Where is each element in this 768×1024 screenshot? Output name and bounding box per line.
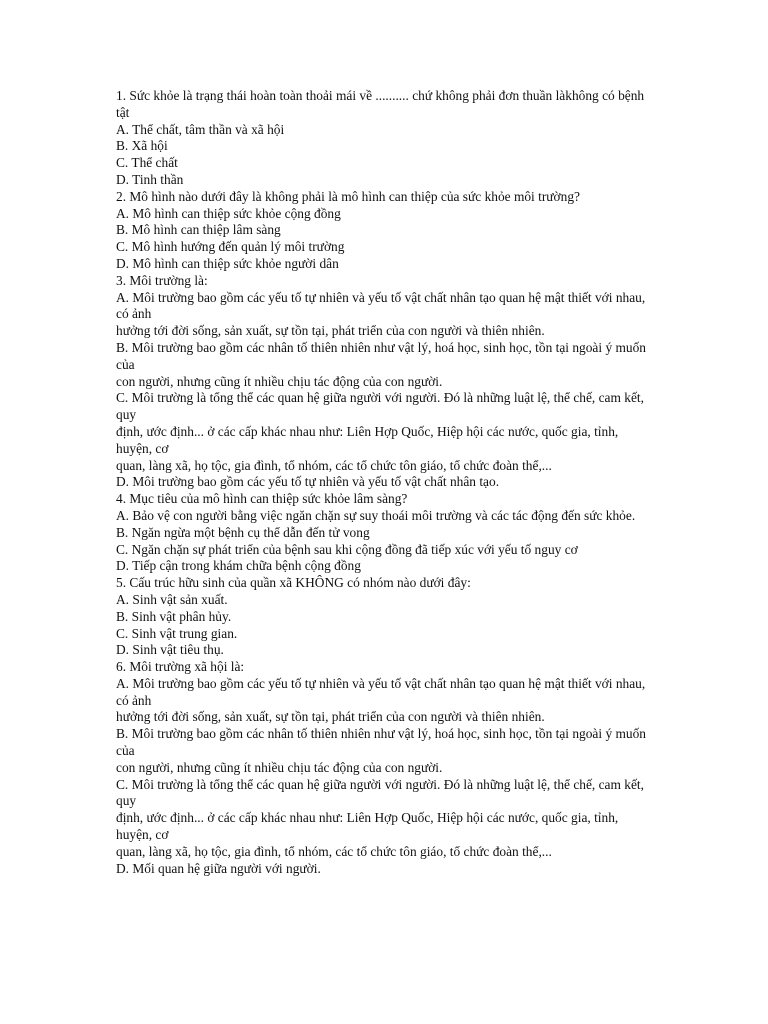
document-page xyxy=(116,88,656,877)
answer-option: C. Mô hình hướng đến quản lý môi trường xyxy=(116,239,345,255)
question-text: 3. Môi trường là: xyxy=(116,272,208,288)
question-text: 2. Mô hình nào dưới đây là không phải là mô hình can thiệp của sức khỏe môi trường? xyxy=(116,188,580,204)
answer-option: B. Ngăn ngừa một bệnh cụ thể dẫn đến tử vong xyxy=(116,524,370,540)
text-line: định, ước định... ở các cấp khác nhau như: Liên Hợp Quốc, Hiệp hội các nước, quốc gia, tỉnh, huyện, cơ xyxy=(116,423,622,456)
answer-option: B. Sinh vật phân hủy. xyxy=(116,608,232,624)
text-line: quan, làng xã, họ tộc, gia đình, tổ nhóm, các tổ chức tôn giáo, tổ chức đoàn thể,... xyxy=(116,457,552,473)
text-line: định, ước định... ở các cấp khác nhau như: Liên Hợp Quốc, Hiệp hội các nước, quốc gia, tỉnh, huyện, cơ xyxy=(116,810,622,843)
answer-option: D. Tinh thần xyxy=(116,171,184,187)
answer-option: A. Môi trường bao gồm các yếu tố tự nhiên và yếu tố vật chất nhân tạo quan hệ mật thiết với nhau, có ảnh xyxy=(116,675,649,708)
answer-option: B. Môi trường bao gồm các nhân tố thiên nhiên như vật lý, hoá học, sinh học, tồn tại ngoài ý muốn của xyxy=(116,339,650,372)
answer-option: A. Môi trường bao gồm các yếu tố tự nhiên và yếu tố vật chất nhân tạo quan hệ mật thiết với nhau, có ảnh xyxy=(116,289,649,322)
answer-option: C. Thể chất xyxy=(116,155,178,171)
answer-option: C. Ngăn chặn sự phát triển của bệnh sau khi cộng đồng đã tiếp xúc với yếu tố nguy cơ xyxy=(116,541,578,557)
answer-option: B. Xã hội xyxy=(116,138,168,154)
text-line: con người, nhưng cũng ít nhiều chịu tác động của con người. xyxy=(116,373,443,389)
text-line: con người, nhưng cũng ít nhiều chịu tác động của con người. xyxy=(116,759,443,775)
answer-option: D. Mô hình can thiệp sức khỏe người dân xyxy=(116,255,339,271)
answer-option: A. Bảo vệ con người bằng việc ngăn chặn sự suy thoái môi trường và các tác động đến sức khỏe. xyxy=(116,507,636,523)
text-line: hưởng tới đời sống, sản xuất, sự tồn tại, phát triển của con người và thiên nhiên. xyxy=(116,709,545,725)
answer-option: D. Tiếp cận trong khám chữa bệnh cộng đồng xyxy=(116,558,361,574)
answer-option: B. Môi trường bao gồm các nhân tố thiên nhiên như vật lý, hoá học, sinh học, tồn tại ngoài ý muốn của xyxy=(116,726,650,759)
question-text: 5. Cấu trúc hữu sinh của quần xã KHÔNG có nhóm nào dưới đây: xyxy=(116,575,471,591)
answer-option: C. Môi trường là tổng thể các quan hệ giữa người với người. Đó là những luật lệ, thể chế, cam kết, quy xyxy=(116,776,648,809)
text-line: quan, làng xã, họ tộc, gia đình, tổ nhóm, các tổ chức tôn giáo, tổ chức đoàn thể,... xyxy=(116,843,552,859)
answer-option: A. Mô hình can thiệp sức khỏe cộng đồng xyxy=(116,205,341,221)
question-text: 4. Mục tiêu của mô hình can thiệp sức khỏe lâm sàng? xyxy=(116,491,408,507)
answer-option: C. Sinh vật trung gian. xyxy=(116,625,238,641)
answer-option: D. Sinh vật tiêu thụ. xyxy=(116,642,224,658)
answer-option: C. Môi trường là tổng thể các quan hệ giữa người với người. Đó là những luật lệ, thể chế, cam kết, quy xyxy=(116,390,648,423)
answer-option: D. Mối quan hệ giữa người với người. xyxy=(116,860,321,876)
answer-option: A. Thể chất, tâm thần và xã hội xyxy=(116,121,285,137)
answer-option: D. Môi trường bao gồm các yếu tố tự nhiên và yếu tố vật chất nhân tạo. xyxy=(116,474,500,490)
answer-option: A. Sinh vật sản xuất. xyxy=(116,591,228,607)
text-line: hưởng tới đời sống, sản xuất, sự tồn tại, phát triển của con người và thiên nhiên. xyxy=(116,323,545,339)
question-text: 6. Môi trường xã hội là: xyxy=(116,659,245,675)
text-line: tật xyxy=(116,104,130,120)
answer-option: B. Mô hình can thiệp lâm sàng xyxy=(116,222,281,238)
text-line: 1. Sức khỏe là trạng thái hoàn toàn thoải mái về .......... chứ không phải đơn thuần làkhông có bệnh xyxy=(116,88,645,103)
